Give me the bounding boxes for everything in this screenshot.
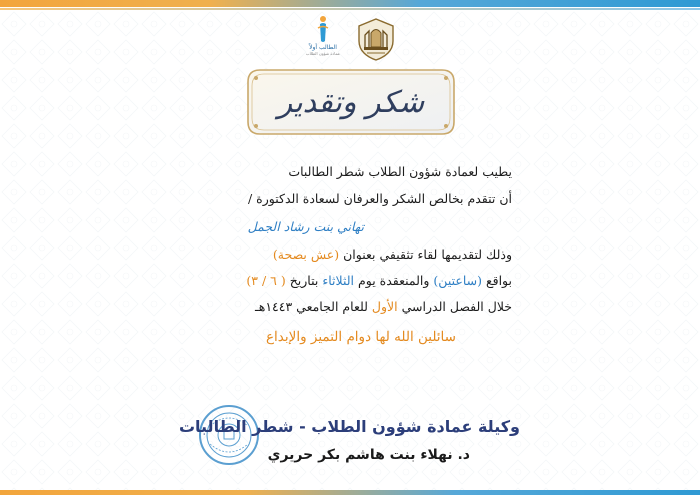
body-line-6 bbox=[255, 299, 512, 314]
deanship-logo bbox=[303, 14, 343, 64]
body-line-4-prefix: وذلك لتقديمها لقاء تثقيفي بعنوان bbox=[339, 247, 512, 262]
deanship-logo-sub: عمادة شؤون الطلاب bbox=[305, 50, 341, 56]
semester: الأول bbox=[371, 299, 398, 314]
body-line-2: أن تتقدم بخالص الشكر والعرفان لسعادة الدكتورة / bbox=[248, 191, 512, 206]
student-figure-icon bbox=[315, 14, 331, 44]
university-crest-icon bbox=[355, 17, 397, 61]
body-line-5 bbox=[246, 273, 512, 288]
body-line-4 bbox=[273, 247, 512, 262]
signatory-name: د. نهلاء بنت هاشم بكر حريري bbox=[267, 447, 470, 463]
body-line-6-a: خلال الفصل الدراسي bbox=[397, 299, 512, 314]
body-line-5-c: بتاريخ bbox=[285, 273, 323, 288]
deanship-logo-name: الطالب أولاً bbox=[309, 44, 337, 51]
closing-prayer: سائلين الله لها دوام التميز والإبداع bbox=[265, 329, 456, 345]
body-line-5-b: والمنعقدة يوم bbox=[354, 273, 434, 288]
body-line-5-a: بواقع bbox=[481, 273, 512, 288]
body-line-1: يطيب لعمادة شؤون الطلاب شطر الطالبات bbox=[288, 164, 512, 179]
top-gradient-bar bbox=[0, 0, 700, 7]
body-line-6-b: للعام الجامعي ١٤٤٣هـ bbox=[255, 299, 372, 314]
title-text: شكر وتقدير bbox=[277, 85, 425, 120]
title-frame bbox=[246, 68, 456, 136]
lecture-date: ( ٦ / ٣) bbox=[246, 273, 286, 288]
signatory-title: وكيلة عمادة شؤون الطلاب - شطر الطالبات bbox=[178, 417, 520, 436]
lecture-day: الثلاثاء bbox=[322, 273, 355, 288]
bottom-gradient-bar bbox=[0, 490, 700, 495]
recipient-name: تهاني بنت رشاد الجمل bbox=[247, 219, 364, 234]
lecture-duration: (ساعتين) bbox=[433, 273, 482, 288]
lecture-title: (عش بصحة) bbox=[272, 247, 340, 262]
deanship-logo-text bbox=[303, 45, 343, 56]
